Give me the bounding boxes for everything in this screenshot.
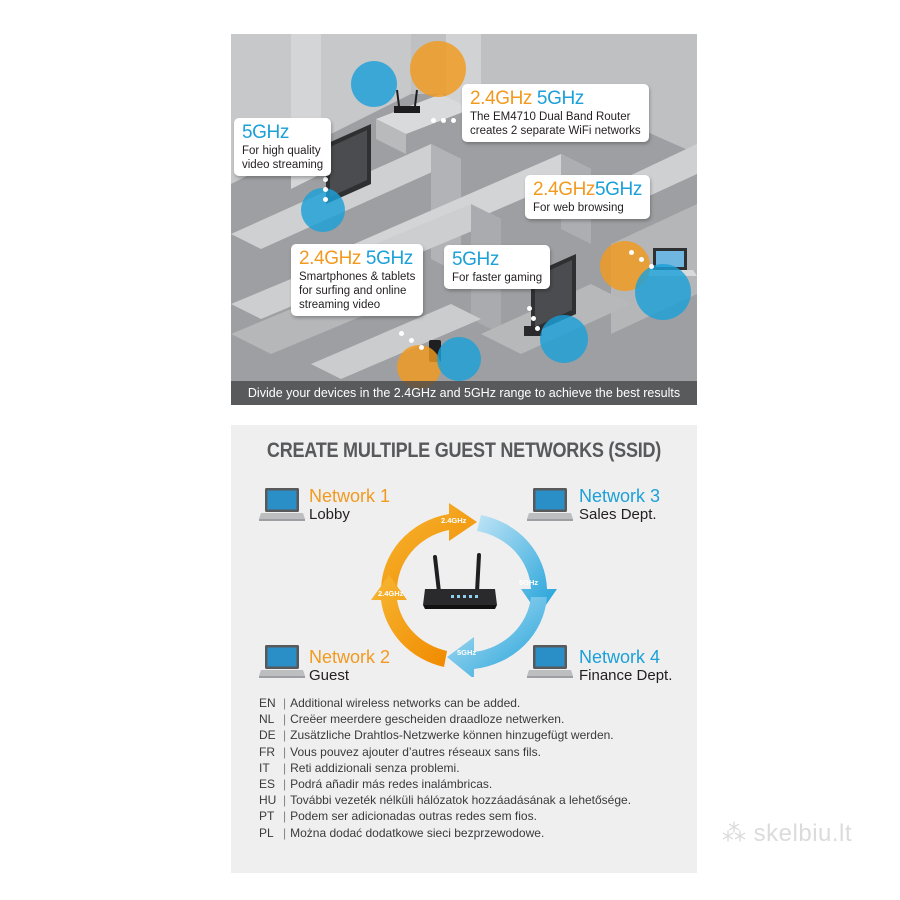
- home-network-illustration: [231, 34, 697, 405]
- separator: |: [283, 760, 287, 775]
- phone-callout-line1: Smartphones & tablets: [299, 271, 416, 283]
- language-text: Podrá añadir más redes inalámbricas.: [290, 777, 493, 792]
- network-2: [309, 647, 390, 685]
- separator: |: [283, 809, 287, 824]
- language-text: Zusätzliche Drahtlos-Netzwerke können hinzugefügt werden.: [290, 728, 614, 743]
- language-code: HU: [259, 793, 277, 808]
- video-streaming-callout: [234, 118, 331, 176]
- router-callout: [462, 84, 649, 142]
- network-name: Network 3: [579, 486, 661, 506]
- freq-5ghz-label: 5GHz: [365, 248, 413, 269]
- watermark-text: skelbiu.lt: [753, 820, 853, 847]
- arrow-label-top: 2.4GHz: [441, 516, 467, 525]
- network-location: Lobby: [309, 506, 350, 523]
- language-text: További vezeték nélküli hálózatok hozzáadásának a lehetősége.: [290, 793, 632, 808]
- network-name: Network 4: [579, 647, 661, 667]
- separator: |: [283, 777, 287, 792]
- language-text: Creëer meerdere gescheiden draadloze netwerken.: [290, 712, 565, 727]
- laptop-icon: [527, 487, 573, 523]
- router-callout-line1: The EM4710 Dual Band Router: [470, 111, 631, 123]
- video-callout-line2: video streaming: [242, 159, 324, 171]
- language-row: [259, 776, 631, 792]
- language-text: Podem ser adicionadas outras redes sem fios.: [290, 809, 537, 824]
- gaming-callout: [444, 245, 550, 289]
- language-text: Reti addizionali senza problemi.: [290, 760, 460, 775]
- watermark-dots-icon: ⁂: [722, 820, 754, 847]
- laptop-icon: [259, 644, 305, 680]
- language-code: PT: [259, 809, 275, 824]
- language-code: ES: [259, 777, 276, 792]
- separator: |: [283, 793, 287, 808]
- wifi-router-icon: [423, 555, 497, 609]
- language-row: [259, 808, 631, 824]
- smartphone-callout: [291, 244, 423, 316]
- freq-5ghz-label: 5GHz: [536, 88, 584, 109]
- separator: |: [283, 744, 287, 759]
- wifi-router-icon: [394, 106, 420, 113]
- network-name: Network 1: [309, 486, 391, 506]
- freq-5ghz-label: 5GHz: [595, 179, 642, 200]
- phone-callout-line3: streaming video: [299, 299, 381, 311]
- separator: |: [283, 728, 287, 743]
- web-callout-line1: For web browsing: [533, 202, 624, 214]
- language-row: [259, 825, 631, 841]
- separator: |: [283, 712, 287, 727]
- language-code: FR: [259, 744, 275, 759]
- network-name: Network 2: [309, 647, 391, 667]
- image-caption: Divide your devices in the 2.4GHz and 5GHz range to achieve the best results: [231, 381, 697, 405]
- language-text: Można dodać dodatkowe sieci bezprzewodowe.: [290, 825, 545, 840]
- arrow-label-right: 5GHz: [519, 578, 539, 587]
- arrow-label-left: 2.4GHz: [378, 589, 404, 598]
- language-code: IT: [259, 760, 270, 775]
- language-code: EN: [259, 696, 276, 710]
- language-row: [259, 744, 631, 760]
- phone-callout-line2: for surfing and online: [299, 285, 407, 297]
- separator: |: [283, 696, 287, 710]
- freq-24ghz-label: 2.4GHz: [470, 88, 533, 109]
- language-code: NL: [259, 712, 275, 727]
- freq-24ghz-label: 2.4GHz: [533, 179, 596, 200]
- web-browsing-callout: [525, 175, 650, 219]
- freq-5ghz-label: 5GHz: [452, 249, 499, 270]
- network-location: Guest: [309, 667, 350, 684]
- language-row: [259, 711, 631, 727]
- language-row: [259, 792, 631, 808]
- guest-networks-panel: [231, 425, 697, 873]
- video-callout-line1: For high quality: [242, 145, 321, 157]
- separator: |: [283, 825, 287, 840]
- language-row: [259, 760, 631, 776]
- laptop-icon: [259, 487, 305, 523]
- network-location: Sales Dept.: [579, 506, 657, 523]
- language-list: [259, 695, 631, 841]
- arrow-label-bottom: 5GHz: [457, 648, 477, 657]
- network-1: [309, 486, 390, 524]
- network-3: [579, 486, 660, 524]
- language-code: DE: [259, 728, 276, 743]
- language-row: [259, 727, 631, 743]
- language-text: Additional wireless networks can be added.: [290, 696, 521, 710]
- freq-24ghz-label: 2.4GHz: [299, 248, 362, 269]
- language-code: PL: [259, 825, 274, 840]
- gaming-callout-line1: For faster gaming: [452, 272, 543, 284]
- language-row: [259, 695, 631, 711]
- watermark-logo: [722, 819, 852, 848]
- network-location: Finance Dept.: [579, 667, 673, 684]
- freq-5ghz-label: 5GHz: [242, 122, 289, 143]
- router-callout-line2: creates 2 separate WiFi networks: [470, 125, 641, 137]
- laptop-icon: [527, 644, 573, 680]
- network-4: [579, 647, 672, 685]
- language-text: Vous pouvez ajouter d’autres réseaux sans fils.: [290, 744, 541, 759]
- panel-title: CREATE MULTIPLE GUEST NETWORKS (SSID): [266, 439, 662, 462]
